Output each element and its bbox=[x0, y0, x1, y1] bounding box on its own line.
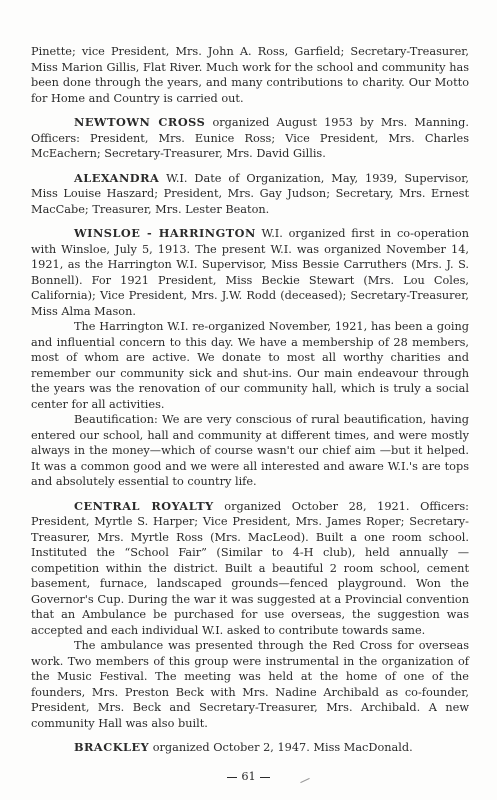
paragraph-text: The ambulance was presented through the Red Cross for overseas work. Two members of this group were instrumental in the organization of the Music Festival. The meeting was held at the home of one of the founders, Mrs. Preston Beck with Mrs. Nadine Archibald as co-founder, President, Mrs. Beck and Secretary-Treasurer, Mrs. Archibald. A new community Hall was also built. bbox=[31, 639, 469, 730]
heading-central-royalty: CENTRAL ROYALTY bbox=[74, 498, 214, 513]
paragraph-brackley bbox=[31, 740, 469, 756]
paragraph-text: organized August 1953 by Mrs. Manning. Officers: President, Mrs. Eunice Ross; Vice President, Mrs. Charles McEachern; Secretary-Treasurer, Mrs. David Gillis. bbox=[31, 116, 469, 160]
paragraph-harrington-reorganized bbox=[31, 319, 469, 412]
heading-newtown-cross: NEWTOWN CROSS bbox=[74, 115, 206, 129]
page-number-value: 61 bbox=[241, 770, 256, 783]
paragraph-text: Pinette; vice President, Mrs. John A. Ross, Garfield; Secretary-Treasurer, Miss Marion Gillis, Flat River. Much work for the school and community has been done through the years, and many contributions to charity. Our Motto for Home and Country is carried out. bbox=[31, 45, 469, 105]
heading-brackley: BRACKLEY bbox=[74, 740, 150, 754]
paragraph-alexandra bbox=[31, 171, 469, 218]
paragraph-text: W.I. Date of Organization, May, 1939, Supervisor, Miss Louise Haszard; President, Mrs. Gay Judson; Secretary, Mrs. Ernest MacCabe; Treasurer, Mrs. Lester Beaton. bbox=[31, 171, 469, 216]
paragraph-text: Beautification: We are very conscious of rural beautification, having entered our school, hall and community at different times, and were mostly always in the money—which of course wasn't our chief aim —but it helped. It was a common good and we were all interested and aware W.I.'s are tops and absolutely essential to country life. bbox=[31, 413, 469, 488]
paragraph-text: organized October 2, 1947. Miss MacDonald. bbox=[149, 741, 413, 754]
paragraph-text: W.I. organized first in co-operation with Winsloe, July 5, 1913. The present W.I. was organized November 14, 1921, as the Harrington W.I. Supervisor, Miss Bessie Carruthers (Mrs. J. S. Bonnell). For 1921 President, Miss Beckie Stewart (Mrs. Lou Coles, California); Vice President, Mrs. J.W. Rodd (deceased); Secretary-Treasurer, Miss Alma Mason. bbox=[31, 227, 469, 318]
paragraph-text: organized October 28, 1921. Officers: President, Myrtle S. Harper; Vice President, Mrs. James Roper; Secretary-Treasurer, Mrs. Myrtle Ross (Mrs. MacLeod). Built a one room school. Instituted the “School Fair” (Similar to 4-H club), held annually — competition within the district. Built a beautiful 2 room school, cement basement, furnace, landscaped grounds—fenced playground. Won the Governor's Cup. During the war it was suggested at a Provincial convention that an Ambulance be purchased for use overseas, the suggestion was accepted and each individual W.I. asked to contribute towards same. bbox=[31, 499, 469, 637]
paragraph-winsloe-harrington bbox=[31, 226, 469, 319]
page-number-dash-right bbox=[260, 777, 270, 778]
paragraph-newtown-cross bbox=[31, 115, 469, 162]
paragraph-ambulance bbox=[31, 638, 469, 731]
heading-winsloe-harrington: WINSLOE - HARRINGTON bbox=[74, 226, 256, 240]
heading-alexandra: ALEXANDRA bbox=[74, 170, 160, 185]
paragraph-beautification bbox=[31, 412, 469, 490]
body-text bbox=[31, 44, 469, 756]
paragraph-text: The Harrington W.I. re-organized November, 1921, has been a going and influential concern to this day. We have a membership of 28 members, most of whom are active. We donate to most all worthy charities and remember our community sick and shut-ins. Our main endeavour through the years was the renovation of our community hall, which is truly a social center for all activities. bbox=[31, 320, 469, 411]
page-number-dash-left bbox=[227, 777, 237, 778]
paragraph-central-royalty bbox=[31, 499, 469, 639]
page-number bbox=[0, 770, 497, 784]
paragraph-continuation bbox=[31, 44, 469, 106]
